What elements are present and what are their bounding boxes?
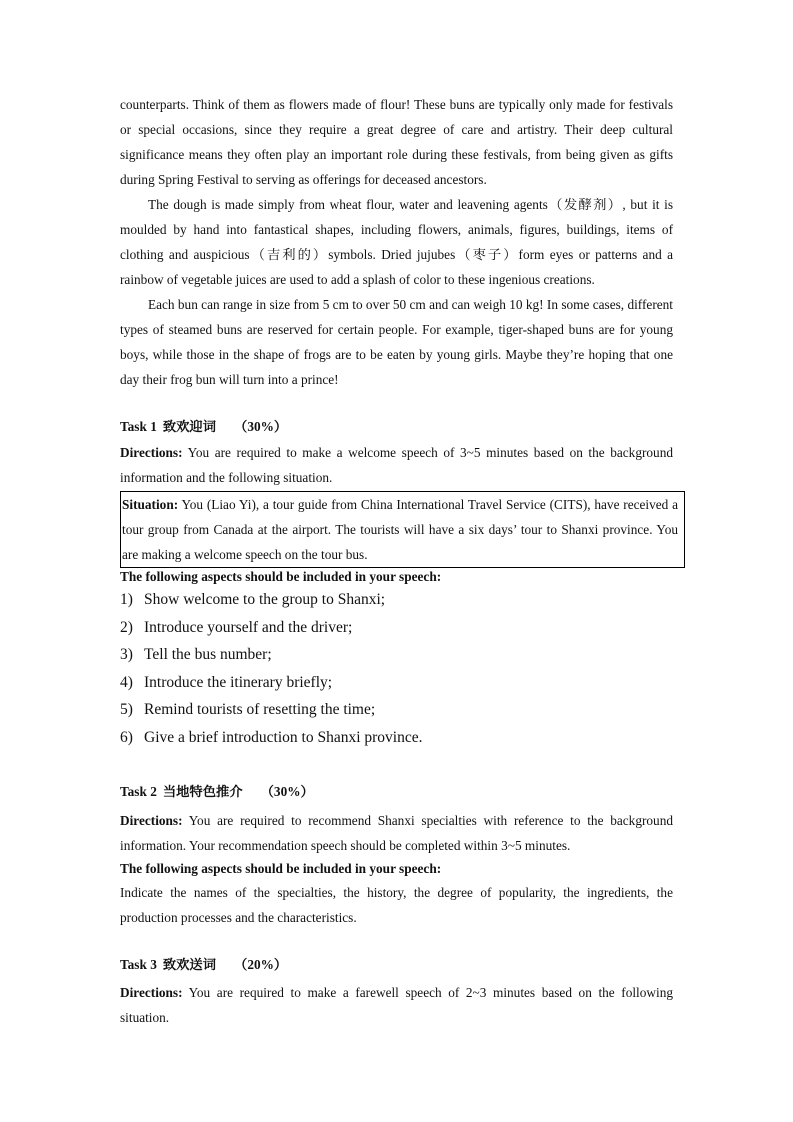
task1-heading [120,414,673,440]
list-item [120,586,673,614]
task1-directions-label: Directions: [120,445,183,460]
list-item-text: Give a brief introduction to Shanxi province. [144,728,423,746]
task2-directions-label: Directions: [120,813,183,828]
task3-directions-label: Directions: [120,985,183,1000]
list-item-number: 5) [120,701,133,718]
list-item-text: Tell the bus number; [144,646,272,663]
list-item [120,724,673,752]
task1-percent: （30%） [234,419,288,434]
list-item [120,696,673,724]
list-item-number: 2) [120,618,133,636]
document-page [120,92,678,1030]
list-item-number: 1) [120,591,133,608]
task2-directions-text: You are required to recommend Shanxi specialties with reference to the background information. Your recommendation speech should be completed within 3~5 minutes. [120,813,673,853]
task2-percent: （30%） [260,784,314,799]
intro-paragraph-3: Each bun can range in size from 5 cm to over 50 cm and can weigh 10 kg! In some cases, different types of steamed buns are reserved for certain people. For example, tiger-shaped buns are for young boys, while those in the shape of frogs are to be eaten by young girls. Maybe they’re hoping that one day their frog bun will turn into a prince! [120,297,673,387]
intro-paragraph-1: counterparts. Think of them as flowers made of flour! These buns are typically only made for festivals or special occasions, since they require a great degree of care and artistry. Their deep cultural significance means they often play an important role during these festivals, from being given as gifts during Spring Festival to serving as offerings for deceased ancestors. [120,97,673,187]
task3-percent: （20%） [234,957,288,972]
task3-label: Task 3 [120,957,157,972]
task2-heading [120,779,673,805]
list-item-text: Remind tourists of resetting the time; [144,701,376,718]
task1-situation-text: You (Liao Yi), a tour guide from China International Travel Service (CITS), have received a tour group from Canada at the airport. The tourists will have a six days’ tour to Shanxi province. You are making a welcome speech on the tour bus. [122,497,678,562]
list-item-number: 4) [120,673,133,691]
list-item [120,614,673,642]
task1-situation-label: Situation: [122,497,179,512]
task1-situation [122,492,678,567]
list-item-text: Introduce yourself and the driver; [144,618,353,636]
task1-situation-box [120,491,685,568]
task1-title-cn: 致欢迎词 [162,420,217,435]
task3-heading [120,952,673,978]
list-item-text: Introduce the itinerary briefly; [144,673,333,691]
intro-paragraph-2: The dough is made simply from wheat flour, water and leavening agents（发酵剂）, but it is moulded by hand into fantastical shapes, including flowers, animals, figures, buildings, items of clothing and auspicious（吉利的）symbols. Dried jujubes（枣子）form eyes or patterns and a rainbow of vegetable juices are used to add a splash of color to these ingenious creations. [120,197,673,287]
task2-label: Task 2 [120,784,157,799]
task2-directions [120,808,673,858]
list-item [120,669,673,697]
list-item-number: 6) [120,728,133,746]
task3-directions-text: You are required to make a farewell speech of 2~3 minutes based on the following situation. [120,985,673,1025]
task1-aspects-list [120,586,673,751]
task3-directions [120,980,673,1030]
list-item-text: Show welcome to the group to Shanxi; [144,591,386,608]
task3-title-cn: 致欢送词 [162,958,217,973]
list-item-number: 3) [120,646,133,663]
list-item [120,641,673,669]
task1-directions [120,440,673,490]
task1-label: Task 1 [120,419,157,434]
task2-title-cn: 当地特色推介 [162,785,243,800]
task2-aspects-text: Indicate the names of the specialties, the history, the degree of popularity, the ingredients, the production processes and the characteristics. [120,885,673,925]
task1-aspects-title: The following aspects should be included in your speech: [120,569,442,584]
task1-directions-text: You are required to make a welcome speech of 3~5 minutes based on the background information and the following situation. [120,445,673,485]
task2-aspects-title: The following aspects should be included in your speech: [120,861,442,876]
